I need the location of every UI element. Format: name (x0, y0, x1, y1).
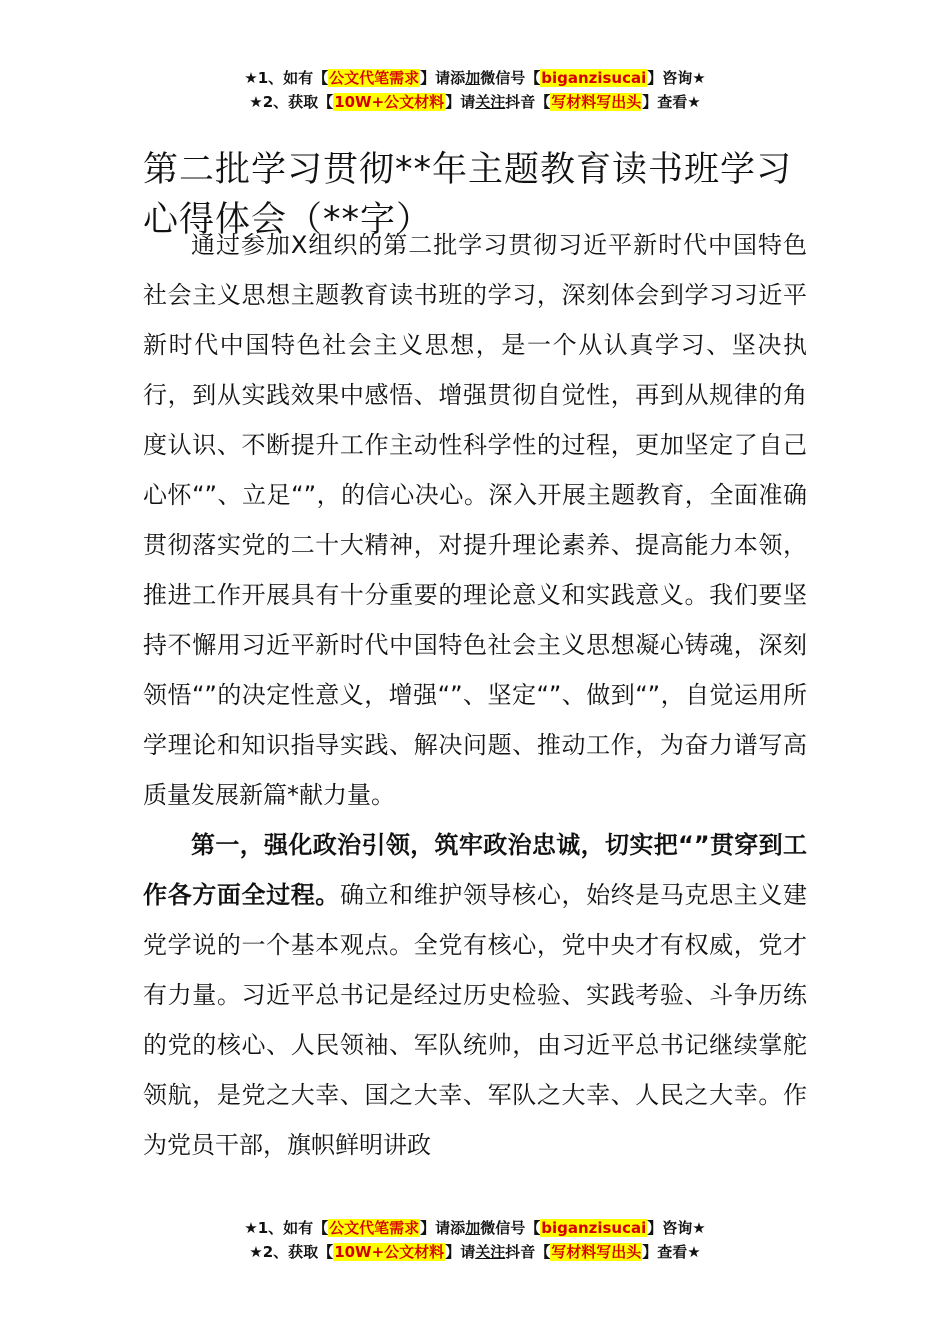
promo-text: ★2、获取【 (249, 93, 334, 111)
promo-douyin-account: 写材料写出头 (551, 93, 642, 111)
promo-highlight: 10W+公文材料 (334, 1243, 445, 1261)
promo-text: 】请 (445, 93, 476, 111)
paragraph-lead: 第一，强化政治引领，筑牢政治忠诚，切实把“”贯穿到工作各方面全过程。 (143, 831, 807, 909)
promo-text: 】咨询★ (647, 69, 706, 87)
promo-text: 】请 (445, 1243, 476, 1261)
promo-emphasis: 加 (465, 1219, 481, 1237)
promo-wechat-id: biganzisucai (541, 69, 647, 87)
promo-highlight: 公文代笔需求 (329, 1219, 420, 1237)
promo-text: 】咨询★ (647, 1219, 706, 1237)
promo-text: 】请添 (420, 1219, 466, 1237)
promo-text: 抖音【 (505, 1243, 551, 1261)
document-body (143, 220, 807, 1170)
promo-line-2 (0, 90, 950, 114)
document-title: 第二批学习贯彻**年主题教育读书班学习心得体会（**字） (143, 150, 793, 241)
promo-line-1 (0, 1216, 950, 1240)
promo-text: 抖音【 (505, 93, 551, 111)
promo-text: 微信号【 (480, 1219, 541, 1237)
promo-emphasis: 关注 (475, 93, 506, 111)
promo-text: 微信号【 (480, 69, 541, 87)
promo-line-1 (0, 66, 950, 90)
promo-text: ★1、如有【 (244, 69, 329, 87)
paragraph-intro: 通过参加X组织的第二批学习贯彻习近平新时代中国特色社会主义思想主题教育读书班的学习，深刻体会到学习习近平新时代中国特色社会主义思想，是一个从认真学习、坚决执行，到从实践效果中感悟、增强贯彻自觉性，再到从规律的角度认识、不断提升工作主动性科学性的过程，更加坚定了自己心怀“”、立足“”，的信心决心。深入开展主题教育，全面准确贯彻落实党的二十大精神，对提升理论素养、提高能力本领，推进工作开展具有十分重要的理论意义和实践意义。我们要坚持不懈用习近平新时代中国特色社会主义思想凝心铸魂，深刻领悟“”的决定性意义，增强“”、坚定“”、做到“”，自觉运用所学理论和知识指导实践、解决问题、推动工作，为奋力谱写高质量发展新篇*献力量。 (143, 231, 807, 809)
promo-text: 】查看★ (642, 1243, 701, 1261)
promo-emphasis: 关注 (475, 1243, 506, 1261)
promo-wechat-id: biganzisucai (541, 1219, 647, 1237)
promo-text: 】请添 (420, 69, 466, 87)
promo-douyin-account: 写材料写出头 (551, 1243, 642, 1261)
promo-header (0, 66, 950, 114)
promo-highlight: 10W+公文材料 (334, 93, 445, 111)
promo-highlight: 公文代笔需求 (329, 69, 420, 87)
promo-emphasis: 加 (465, 69, 481, 87)
paragraph-body: 确立和维护领导核心，始终是马克思主义建党学说的一个基本观点。全党有核心，党中央才有权威，党才有力量。习近平总书记是经过历史检验、实践考验、斗争历练的党的核心、人民领袖、军队统帅，由习近平总书记继续掌舵领航，是党之大幸、国之大幸、军队之大幸、人民之大幸。作为党员干部，旗帜鲜明讲政 (143, 881, 808, 1159)
promo-text: 】查看★ (642, 93, 701, 111)
promo-text: ★2、获取【 (249, 1243, 334, 1261)
promo-line-2 (0, 1240, 950, 1264)
promo-text: ★1、如有【 (244, 1219, 329, 1237)
paragraph-first-point (143, 820, 807, 1170)
promo-footer (0, 1216, 950, 1264)
